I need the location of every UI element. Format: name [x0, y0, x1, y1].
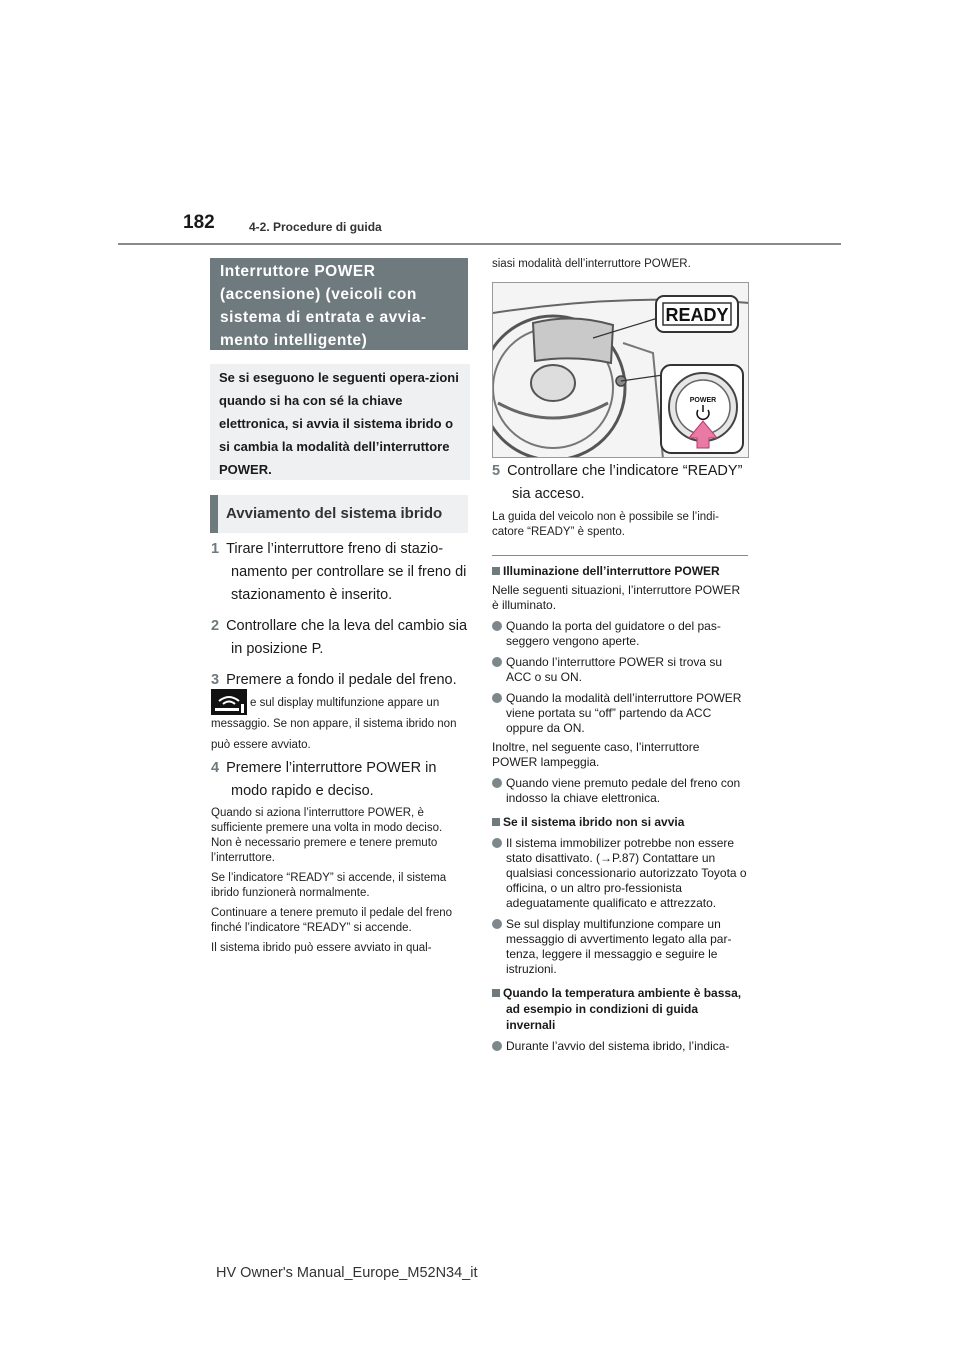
list-item-text: Quando viene premuto pedale del freno con indosso la chiave elettronica.: [506, 776, 741, 805]
step-5: [492, 460, 750, 506]
bullet-dot-icon: [492, 621, 502, 631]
list-item: [492, 619, 748, 649]
bullet-dot-icon: [492, 838, 502, 848]
step-text: Tirare l’interruttore freno di stazio-namento per controllare se il freno di stazionamento è inserito.: [226, 541, 467, 603]
list-item: [492, 917, 748, 977]
continuation-text: siasi modalità dell’interruttore POWER.: [492, 258, 691, 270]
bullet-dot-icon: [492, 657, 502, 667]
step-text: Premere l’interruttore POWER in modo rapido e deciso.: [226, 760, 437, 799]
info-heading-text: Se il sistema ibrido non si avvia: [503, 815, 685, 829]
list-item: [492, 655, 748, 685]
step-text: Controllare che l’indicatore “READY” sia acceso.: [507, 463, 743, 502]
info-divider: [492, 555, 748, 556]
step-3-note: e sul display multifunzione appare un messaggio. Se non appare, il sistema ibrido non può essere avviato.: [211, 697, 457, 751]
info-blocks: [492, 563, 748, 1054]
steps-list: [211, 538, 471, 692]
section-title: 4-2. Procedure di guida: [249, 220, 382, 234]
info-text: Inoltre, nel seguente caso, l’interruttore POWER lampeggia.: [492, 740, 700, 769]
square-bullet-icon: [492, 989, 500, 997]
square-bullet-icon: [492, 818, 500, 826]
power-label: POWER: [689, 397, 717, 404]
list-item-text: Durante l’avvio del sistema ibrido, l’indica-: [506, 1039, 730, 1053]
step-number: 3: [211, 672, 220, 688]
ready-label: READY: [665, 305, 729, 325]
section-heading: Avviamento del sistema ibrido: [210, 495, 468, 533]
page-number: 182: [183, 212, 215, 233]
info-heading: [492, 985, 748, 1033]
list-item: [492, 691, 748, 736]
list-item: [492, 776, 748, 806]
list-item-text: Il sistema immobilizer potrebbe non essere stato disattivato. (→P.87) Contattare un qualsiasi concessionario autorizzato Toyota o officina, o un altro pro-fessionista adeguatamente qualificato e attrezzato.: [506, 836, 747, 910]
bullet-dot-icon: [492, 919, 502, 929]
step-number: 5: [492, 463, 501, 479]
step-4-notes: [211, 806, 463, 956]
info-heading: [492, 814, 748, 830]
note-paragraph: Il sistema ibrido può essere avviato in qual-: [211, 942, 432, 954]
bullet-dot-icon: [492, 778, 502, 788]
step-3: [211, 669, 471, 692]
step-text: Controllare che la leva del cambio sia in posizione P.: [226, 618, 468, 657]
intro-box: Se si eseguono le seguenti opera-zioni quando si ha con sé la chiave elettronica, si avvia il sistema ibrido o si cambia la modalità dell’interruttore POWER.: [210, 364, 470, 480]
bullet-dot-icon: [492, 1041, 502, 1051]
topic-title-box: Interruttore POWER (accensione) (veicoli con sistema di entrata e avvia-mento intelligente): [210, 258, 468, 350]
step-5-note: La guida del veicolo non è possibile se l’indi-catore “READY” è spento.: [492, 511, 719, 538]
footer-manual-id: HV Owner's Manual_Europe_M52N34_it: [216, 1265, 478, 1281]
list-item-text: Quando la modalità dell’interruttore POWER viene portata su “off” partendo da ACC oppure da ON.: [506, 691, 742, 735]
info-heading-text: Illuminazione dell’interruttore POWER: [503, 564, 720, 578]
dashboard-illustration: [492, 282, 749, 458]
square-bullet-icon: [492, 567, 500, 575]
list-item-text: Se sul display multifunzione compare un messaggio di avvertimento legato alla par-tenza, leggere il messaggio e seguire le istruzioni.: [506, 917, 732, 976]
info-text: Nelle seguenti situazioni, l’interruttore POWER è illuminato.: [492, 583, 741, 612]
note-paragraph: Quando si aziona l’interruttore POWER, è sufficiente premere una volta in modo deciso. Non è necessario premere e tenere premuto l’interruttore.: [211, 807, 443, 864]
step-number: 2: [211, 618, 220, 634]
list-item: [492, 836, 748, 911]
bullet-dot-icon: [492, 693, 502, 703]
list-item-text: Quando l’interruttore POWER si trova su ACC o su ON.: [506, 655, 723, 684]
step-text: Premere a fondo il pedale del freno.: [226, 672, 457, 688]
list-item: [492, 1039, 748, 1054]
step-number: 1: [211, 541, 220, 557]
note-paragraph: Se l’indicatore “READY” si accende, il sistema ibrido funzionerà normalmente.: [211, 872, 447, 899]
note-paragraph: Continuare a tenere premuto il pedale del freno finché l’indicatore “READY” si accende.: [211, 907, 453, 934]
list-item-text: Quando la porta del guidatore o del pas-seggero vengono aperte.: [506, 619, 721, 648]
step-4: [211, 757, 469, 803]
step-2: [211, 615, 471, 661]
step-1: [211, 538, 471, 607]
header-divider: [118, 243, 841, 245]
info-heading: [492, 563, 748, 579]
info-heading-text: Quando la temperatura ambiente è bassa, ad esempio in condizioni di guida invernali: [503, 986, 742, 1032]
step-number: 4: [211, 760, 220, 776]
